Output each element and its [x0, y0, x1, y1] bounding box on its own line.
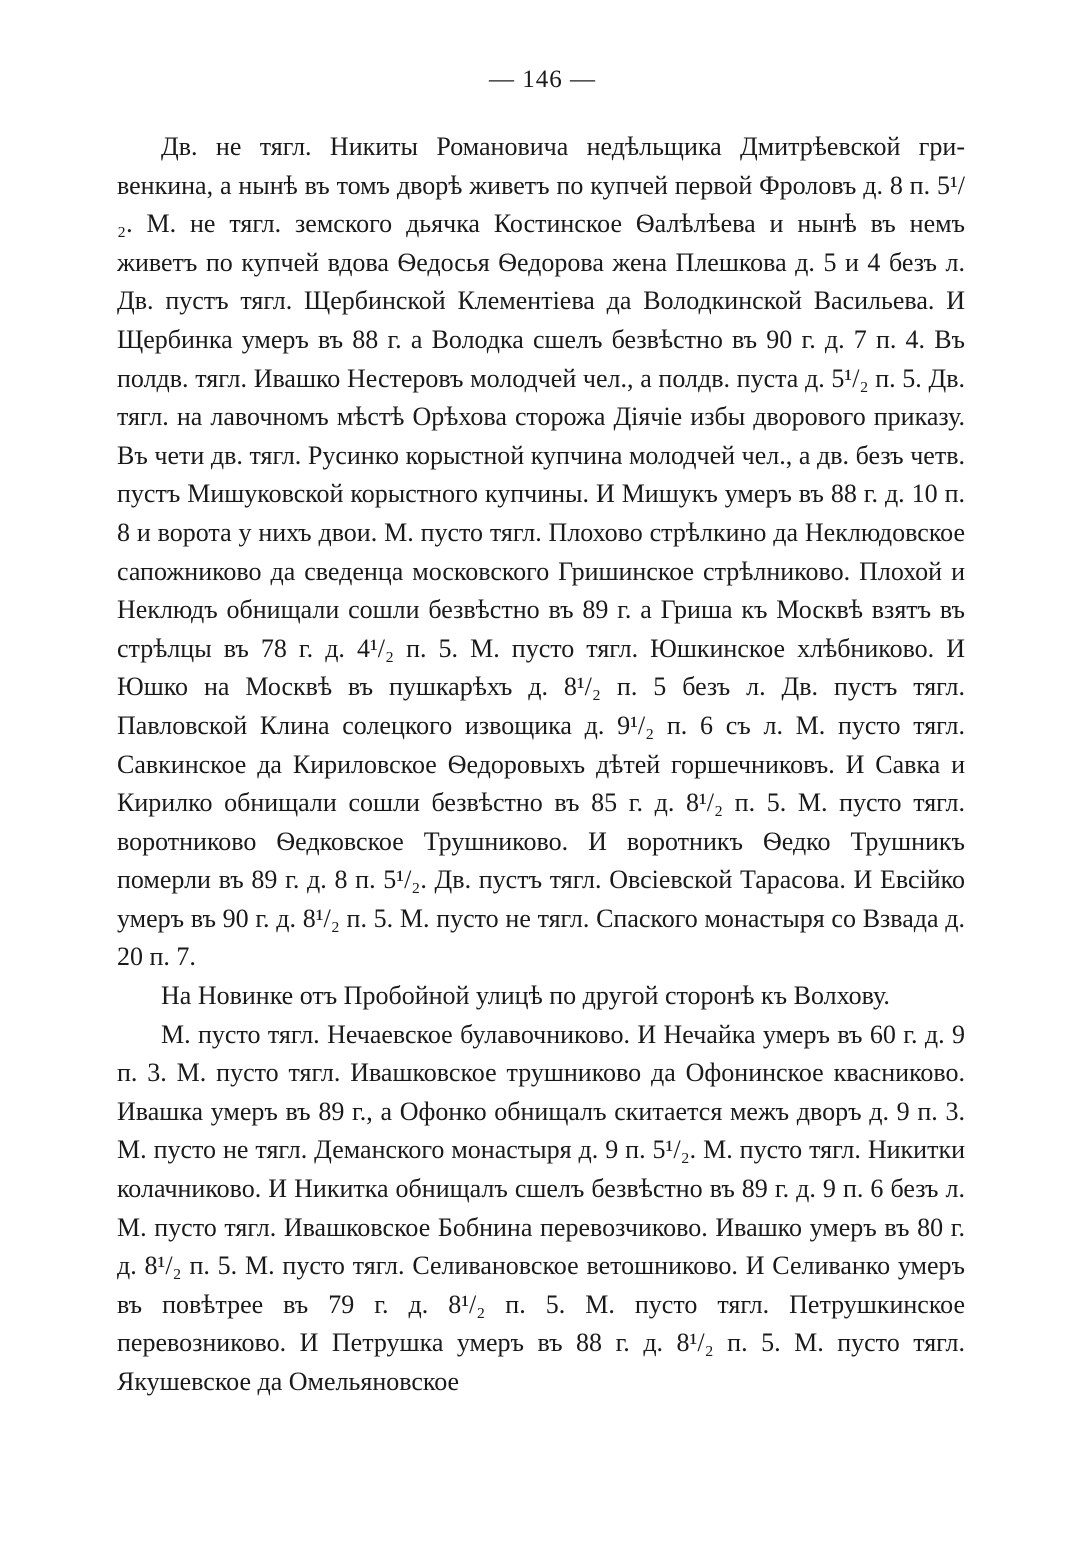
paragraph-3: М. пусто тягл. Нечаевское булавочниково. И Нечайка умеръ въ 60 г. д. 9 п. 3. М. пусто тягл. Ивашковское трушниково да Офонинское квасниково. Ивашка умеръ въ 89 г., а Офонко обнищалъ скитается межъ дворъ д. 9 п. 3. М. пусто не тягл. Деманского монастыря д. 9 п. 5¹/₂. М. пусто тягл. Никитки колачниково. И Никитка обнищалъ сшелъ безвѣстно въ 89 г. д. 9 п. 6 безъ л. М. пусто тягл. Ивашковское Бобнина перевозчиково. Ивашко умеръ въ 80 г. д. 8¹/₂ п. 5. М. пусто тягл. Селивановское ветошниково. И Селиванко умеръ въ повѣтрее въ 79 г. д. 8¹/₂ п. 5. М. пусто тягл. Петрушкинское перевозниково. И Петрушка умеръ въ 88 г. д. 8¹/₂ п. 5. М. пусто тягл. Якушевское да Омельяновское	[117, 1019, 965, 1396]
paragraph-1: Дв. не тягл. Никиты Романовича недѣльщика Дмитрѣевской гривенкина, а нынѣ въ томъ дворѣ живетъ по купчей первой Фроловъ д. 8 п. 5¹/₂. М. не тягл. земского дьячка Костинское Ѳалѣлѣева и нынѣ въ немъ живетъ по купчей вдова Ѳедосья Ѳедорова жена Плешкова д. 5 и 4 безъ л. Дв. пустъ тягл. Щербинской Клементіева да Володкинской Васильева. И Щербинка умеръ въ 88 г. а Володка сшелъ безвѣстно въ 90 г. д. 7 п. 4. Въ полдв. тягл. Ивашко Нестеровъ молодчей чел., а полдв. пуста д. 5¹/₂ п. 5. Дв. тягл. на лавочномъ мѣстѣ Орѣхова сторожа Діячіе избы дворового приказу. Въ чети дв. тягл. Русинко корыстной купчина молодчей чел., а дв. безъ четв. пустъ Мишуковской корыстного купчины. И Мишукъ умеръ въ 88 г. д. 10 п. 8 и ворота у нихъ двои. М. пусто тягл. Плохово стрѣлкино да Неклюдовское сапожниково да сведенца московского Гришинское стрѣлниково. Плохой и Неклюдъ обнищали сошли безвѣстно въ 89 г. а Гриша къ Москвѣ взятъ въ стрѣлцы въ 78 г. д. 4¹/₂ п. 5. М. пусто тягл. Юшкинское хлѣбниково. И Юшко на Москвѣ въ пушкарѣхъ д. 8¹/₂ п. 5 безъ л. Дв. пустъ тягл. Павловской Клина солецкого извощика д. 9¹/₂ п. 6 съ л. М. пусто тягл. Савкинское да Кириловское Ѳедоровыхъ дѣтей горшечниковъ. И Савка и Кирилко обнищали сошли безвѣстно въ 85 г. д. 8¹/₂ п. 5. М. пусто тягл. воротниково Ѳедковское Трушниково. И воротникъ Ѳедко Трушникъ померли въ 89 г. д. 8 п. 5¹/₂. Дв. пустъ тягл. Овсіевской Тарасова. И Евсійко умеръ въ 90 г. д. 8¹/₂ п. 5. М. пусто не тягл. Спаского монастыря со Взвада д. 20 п. 7.	[117, 132, 965, 972]
paragraph-2-section-heading: На Новинке отъ Пробойной улицѣ по другой сторонѣ къ Волхову.	[161, 981, 890, 1011]
text-body	[117, 128, 965, 1402]
page-number: — 146 —	[489, 66, 596, 93]
